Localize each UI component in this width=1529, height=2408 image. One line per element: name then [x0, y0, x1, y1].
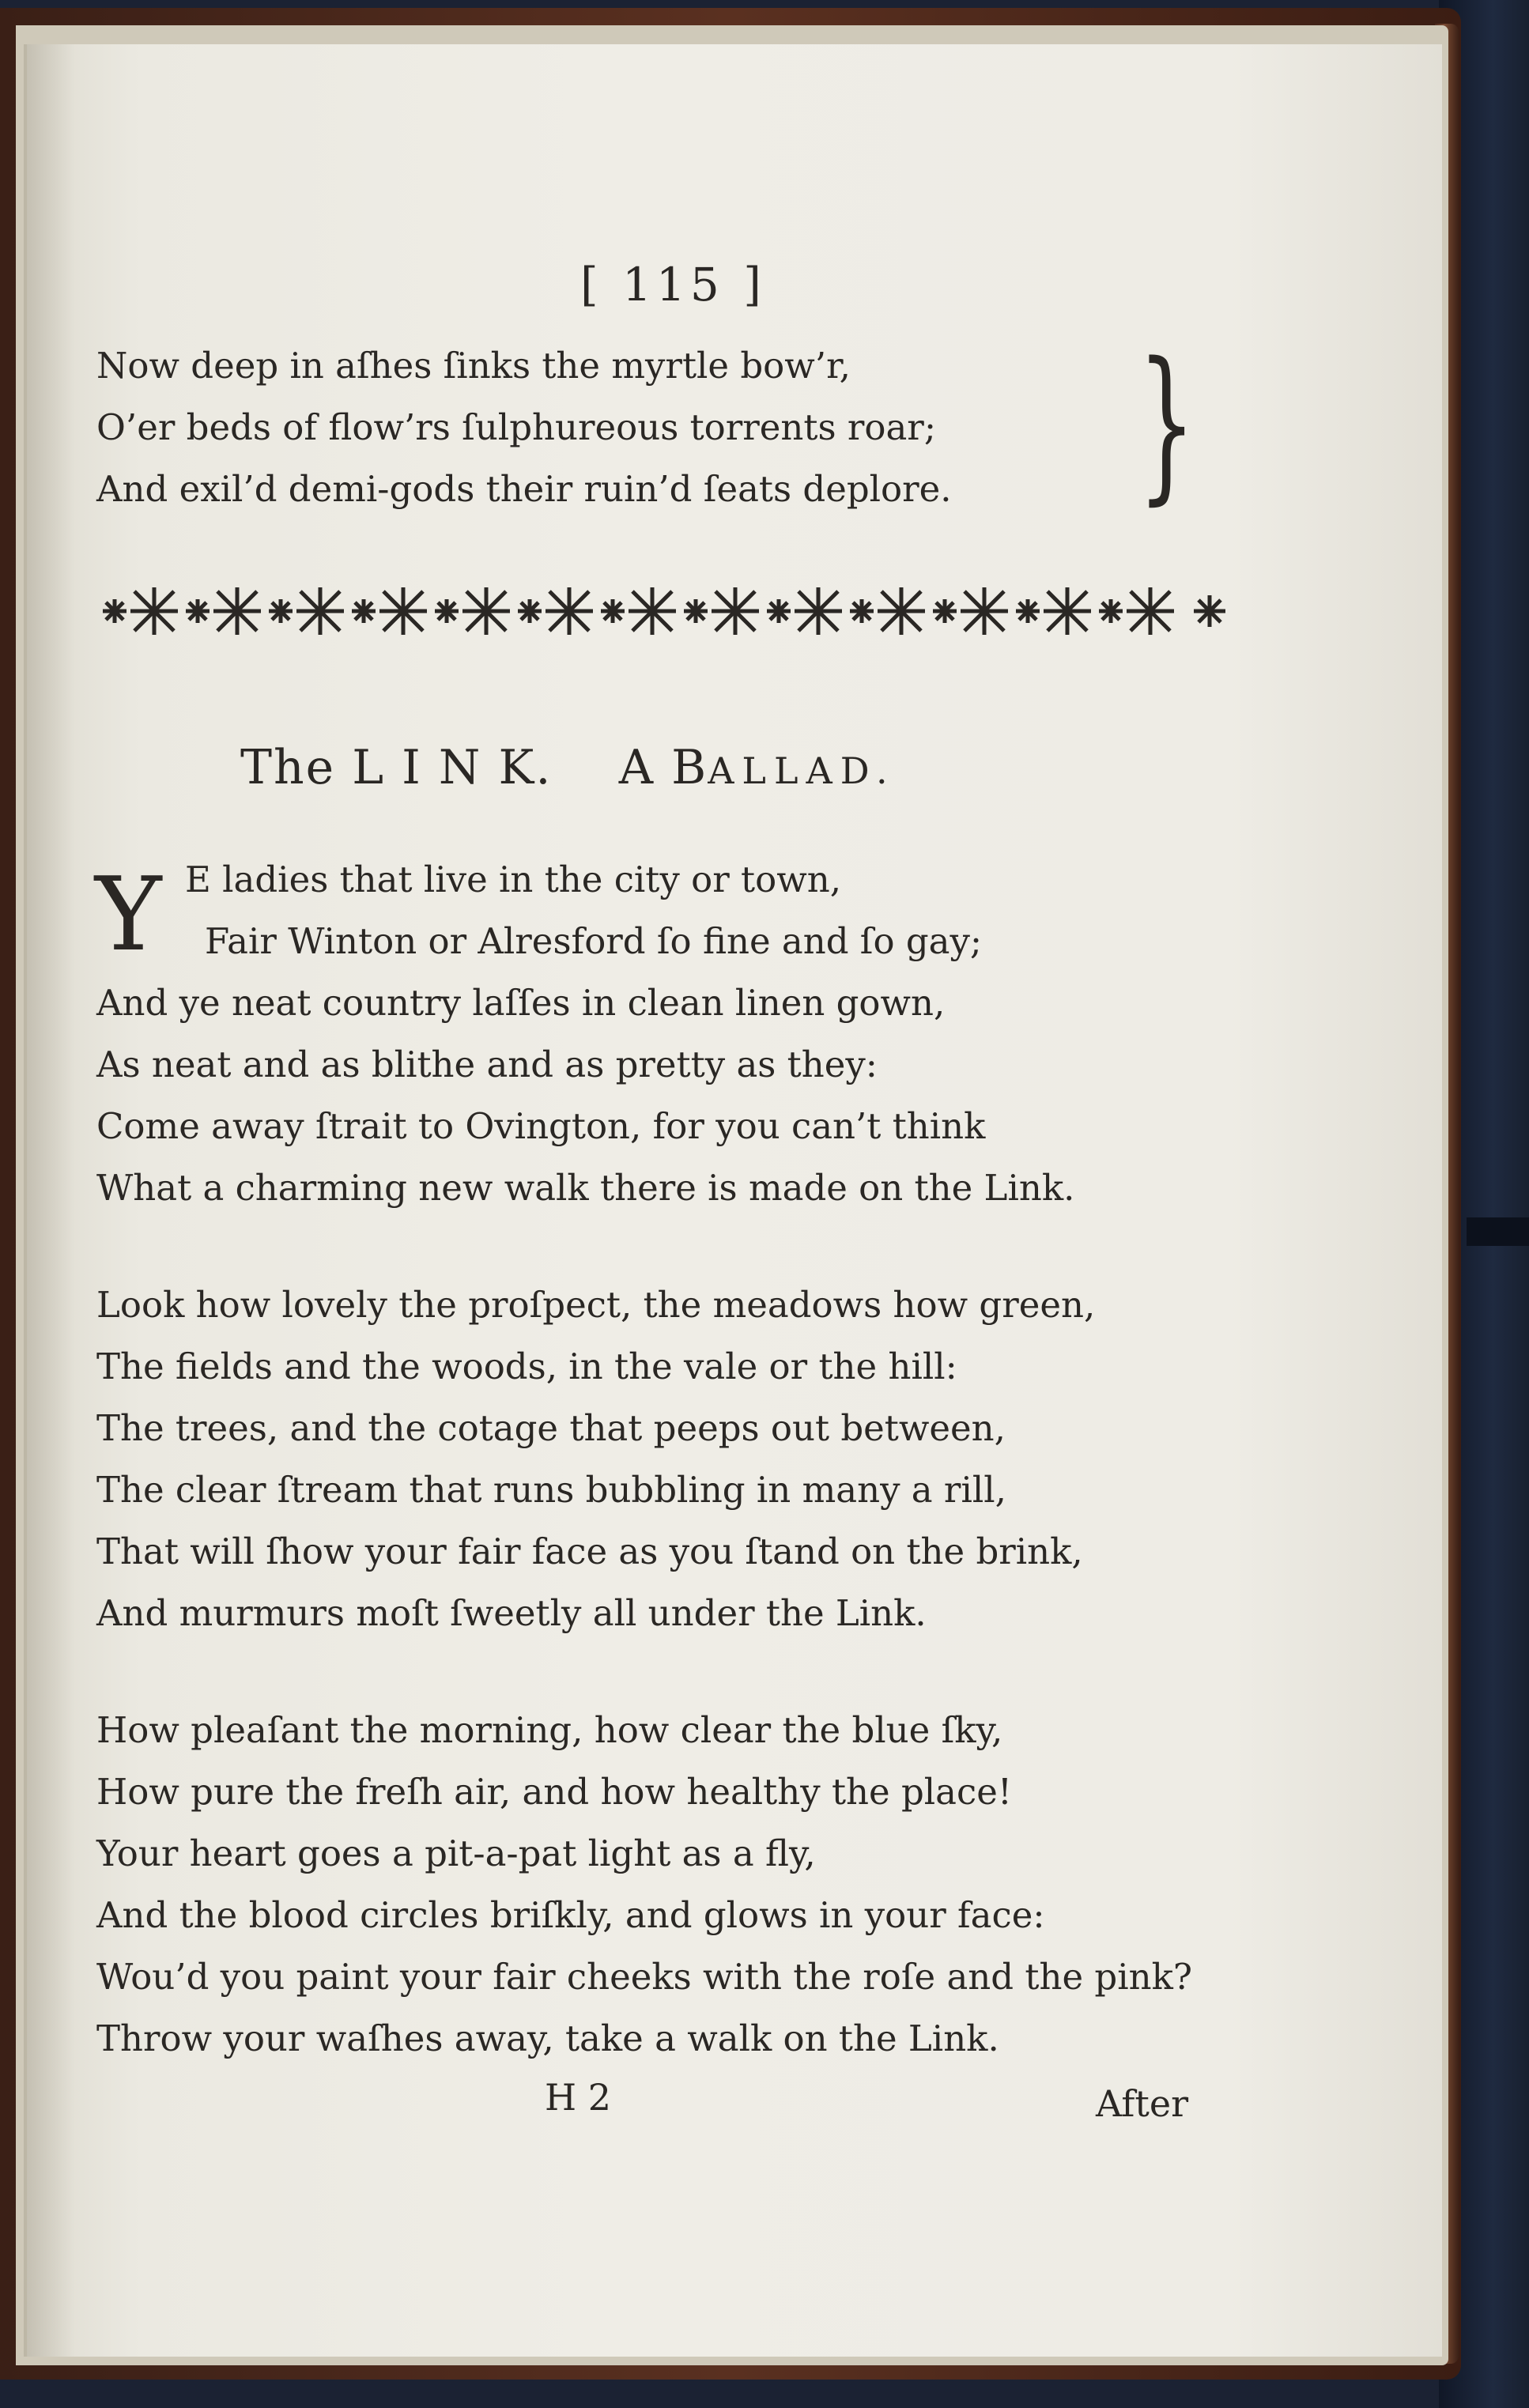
gutter-shadow	[27, 44, 74, 2357]
stanza2-line-4: The clear ſtream that runs bubbling in many a rill,	[96, 1469, 1006, 1511]
book-page	[24, 44, 1442, 2357]
stanza3-line-2: How pure the freſh air, and how healthy the place!	[96, 1771, 1012, 1813]
stanza3-line-6: Throw your waſhes away, take a walk on the Link.	[96, 2017, 999, 2059]
signature-mark: H 2	[545, 2076, 612, 2119]
stanza2-line-3: The trees, and the cotage that peeps out between,	[96, 1407, 1006, 1449]
stanza1-line-4: As neat and as blithe and as pretty as they:	[96, 1044, 878, 1085]
closing-line-2: O’er beds of flow’rs ſulphureous torrents roar;	[96, 406, 936, 448]
stanza3-line-1: How pleaſant the morning, how clear the blue ſky,	[96, 1709, 1003, 1751]
catchword: After	[1096, 2082, 1189, 2125]
stanza3-line-3: Your heart goes a pit-a-pat light as a fly,	[96, 1832, 816, 1874]
stanza1-line-1: E ladies that live in the city or town,	[185, 859, 841, 900]
closing-line-1: Now deep in aſhes ſinks the myrtle bow’r,	[96, 345, 851, 387]
stanza2-line-1: Look how lovely the proſpect, the meadows how green,	[96, 1284, 1096, 1326]
drop-cap: Y	[95, 856, 162, 974]
stanza2-line-6: And murmurs moſt ſweetly all under the Link.	[96, 1592, 927, 1634]
stanza3-line-4: And the blood circles briſkly, and glows in your face:	[96, 1894, 1045, 1936]
closing-line-3: And exil’d demi-gods their ruin’d ſeats deplore.	[96, 468, 952, 510]
stanza1-line-3: And ye neat country laſſes in clean linen gown,	[96, 982, 946, 1024]
ornamental-rule	[95, 576, 1233, 647]
stanza1-line-6: What a charming new walk there is made on the Link.	[96, 1167, 1075, 1209]
stanza2-line-2: The fields and the woods, in the vale or the hill:	[96, 1346, 957, 1387]
stanza2-line-5: That will ſhow your fair face as you ſtand on the brink,	[96, 1530, 1083, 1572]
triplet-brace: }	[1138, 326, 1196, 520]
title-sub-rest: ALLAD.	[708, 749, 896, 792]
background-slot	[1467, 1217, 1529, 1246]
title-main: The L I N K.	[240, 740, 553, 795]
stanza3-line-5: Wou’d you paint your fair cheeks with the roſe and the pink?	[96, 1956, 1192, 1998]
title-sub-initial: A B	[618, 740, 708, 795]
ballad-title	[240, 740, 896, 795]
page-number: [ 115 ]	[580, 258, 766, 311]
stanza1-line-2: Fair Winton or Alresford ſo fine and ſo gay;	[205, 920, 983, 962]
stanza1-line-5: Come away ſtrait to Ovington, for you can’t think	[96, 1105, 986, 1147]
